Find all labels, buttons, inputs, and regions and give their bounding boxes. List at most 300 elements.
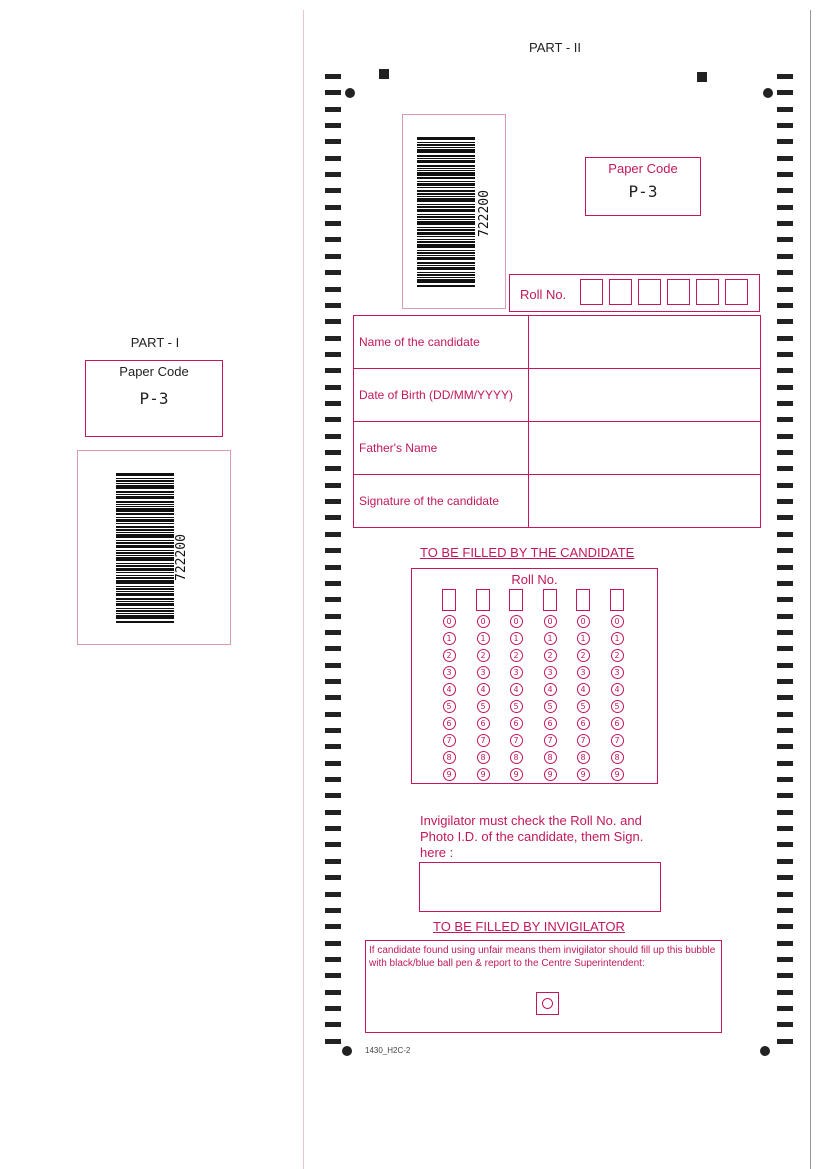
timing-mark: [777, 368, 793, 373]
timing-mark: [777, 1006, 793, 1011]
barcode-bar: [417, 209, 475, 212]
barcode-bar: [417, 149, 475, 153]
timing-mark: [325, 270, 341, 275]
roll-bubble-grid: [411, 568, 658, 784]
barcode-bar: [417, 144, 475, 146]
timing-mark: [325, 548, 341, 553]
barcode-bar: [417, 142, 475, 143]
table-row: [354, 475, 761, 528]
timing-mark: [777, 614, 793, 619]
digit-bubble[interactable]: 0: [477, 615, 490, 628]
digit-bubble[interactable]: 3: [577, 666, 590, 679]
timing-mark: [777, 973, 793, 978]
digit-bubble[interactable]: 9: [443, 768, 456, 781]
timing-mark: [777, 695, 793, 700]
barcode-bar: [116, 473, 174, 476]
digit-bubble[interactable]: 4: [577, 683, 590, 696]
part1-barcode: [116, 473, 174, 625]
barcode-bar: [417, 285, 475, 287]
barcode-bar: [417, 198, 475, 202]
timing-mark: [777, 941, 793, 946]
barcode-bar: [116, 519, 174, 522]
part2-barcode-box: [402, 114, 506, 309]
roll-digit-box[interactable]: [725, 279, 748, 305]
barcode-bar: [417, 265, 475, 266]
digit-write-box[interactable]: [442, 589, 456, 611]
invigilator-signature-field[interactable]: [419, 862, 661, 912]
part2-barcode: [417, 137, 475, 289]
timing-mark: [777, 107, 793, 112]
digit-bubble[interactable]: 4: [443, 683, 456, 696]
barcode-bar: [417, 168, 475, 169]
digit-bubble[interactable]: 7: [577, 734, 590, 747]
digit-bubble[interactable]: 4: [477, 683, 490, 696]
date-of-birth-field[interactable]: [529, 369, 761, 422]
timing-mark: [777, 859, 793, 864]
timing-mark: [325, 793, 341, 798]
timing-mark: [325, 679, 341, 684]
barcode-bar: [116, 565, 174, 567]
barcode-bar: [116, 557, 174, 561]
timing-mark: [777, 417, 793, 422]
fathers-name-field[interactable]: [529, 422, 761, 475]
barcode-bar: [116, 586, 174, 587]
timing-mark: [325, 957, 341, 962]
timing-mark: [777, 221, 793, 226]
timing-mark: [325, 875, 341, 880]
barcode-bar: [417, 187, 475, 188]
barcode-bar: [116, 545, 174, 548]
digit-bubble[interactable]: 1: [577, 632, 590, 645]
digit-bubble[interactable]: 3: [443, 666, 456, 679]
digit-bubble[interactable]: 9: [544, 768, 557, 781]
barcode-bar: [417, 262, 475, 264]
digit-bubble[interactable]: 5: [577, 700, 590, 713]
digit-column: [538, 589, 562, 785]
barcode-bar: [417, 181, 475, 182]
barcode-bar: [417, 172, 475, 176]
barcode-bar: [417, 196, 475, 197]
barcode-bar: [116, 532, 174, 533]
digit-bubble[interactable]: 1: [611, 632, 624, 645]
digit-bubble[interactable]: 0: [611, 615, 624, 628]
digit-bubble[interactable]: 5: [611, 700, 624, 713]
table-row: [354, 369, 761, 422]
digit-column: [437, 589, 461, 785]
timing-mark: [777, 450, 793, 455]
digit-bubble[interactable]: 4: [510, 683, 523, 696]
timing-mark: [777, 90, 793, 95]
digit-bubble[interactable]: 6: [611, 717, 624, 730]
digit-bubble[interactable]: 4: [611, 683, 624, 696]
candidate-name-field[interactable]: [529, 316, 761, 369]
timing-mark: [325, 368, 341, 373]
timing-mark: [325, 924, 341, 929]
digit-bubble[interactable]: 8: [544, 751, 557, 764]
digit-bubble[interactable]: 1: [443, 632, 456, 645]
timing-mark: [325, 826, 341, 831]
grid-roll-label: Roll No.: [511, 572, 558, 587]
timing-mark: [325, 630, 341, 635]
timing-mark: [325, 205, 341, 210]
timing-mark: [325, 90, 341, 95]
barcode-bar: [116, 588, 174, 590]
digit-bubble[interactable]: 1: [544, 632, 557, 645]
timing-mark: [325, 352, 341, 357]
timing-mark: [325, 466, 341, 471]
barcode-bar: [116, 621, 174, 623]
part1-barcode-number: 722200: [174, 534, 189, 581]
timing-mark: [777, 156, 793, 161]
barcode-bar: [116, 593, 174, 596]
timing-mark: [777, 908, 793, 913]
digit-bubble[interactable]: 5: [443, 700, 456, 713]
timing-mark: [777, 287, 793, 292]
timing-mark: [325, 614, 341, 619]
timing-mark: [777, 663, 793, 668]
signature-field[interactable]: [529, 475, 761, 528]
barcode-bar: [417, 193, 475, 195]
digit-bubble[interactable]: 7: [443, 734, 456, 747]
timing-mark: [777, 679, 793, 684]
digit-bubble[interactable]: 2: [577, 649, 590, 662]
digit-column: [605, 589, 629, 785]
barcode-bar: [417, 227, 475, 228]
registration-dot: [342, 1046, 352, 1056]
digit-bubble[interactable]: 7: [510, 734, 523, 747]
roll-number-row: [509, 274, 760, 312]
barcode-bar: [116, 572, 174, 573]
digit-bubble[interactable]: 6: [577, 717, 590, 730]
digit-bubble[interactable]: 6: [477, 717, 490, 730]
digit-bubble[interactable]: 3: [510, 666, 523, 679]
barcode-bar: [417, 170, 475, 171]
timing-mark: [325, 188, 341, 193]
sheet-edge: [810, 10, 811, 1169]
timing-mark: [777, 205, 793, 210]
digit-bubble[interactable]: 2: [611, 649, 624, 662]
digit-bubble[interactable]: 7: [477, 734, 490, 747]
barcode-bar: [417, 160, 475, 163]
barcode-bar: [116, 563, 174, 564]
field-label: Father's Name: [354, 422, 529, 475]
barcode-bar: [417, 272, 475, 273]
timing-mark: [777, 483, 793, 488]
barcode-bar: [417, 206, 475, 208]
part1-title: PART - I: [130, 335, 180, 350]
part2-paper-code-box: [585, 157, 701, 216]
timing-mark: [777, 385, 793, 390]
timing-mark: [777, 892, 793, 897]
barcode-bar: [417, 158, 475, 159]
digit-column: [471, 589, 495, 785]
digit-bubble[interactable]: 2: [510, 649, 523, 662]
digit-column: [504, 589, 528, 785]
digit-bubble[interactable]: 0: [577, 615, 590, 628]
digit-bubble[interactable]: 6: [544, 717, 557, 730]
timing-mark: [325, 646, 341, 651]
digit-bubble[interactable]: 7: [544, 734, 557, 747]
barcode-bar: [116, 517, 174, 518]
timing-mark: [777, 548, 793, 553]
barcode-bar: [417, 255, 475, 256]
timing-mark: [325, 401, 341, 406]
part1-barcode-box: [77, 450, 231, 645]
timing-mark: [325, 892, 341, 897]
timing-mark: [325, 761, 341, 766]
table-row: [354, 316, 761, 369]
barcode-bar: [417, 165, 475, 167]
barcode-bar: [116, 542, 174, 544]
barcode-bar: [116, 577, 174, 579]
barcode-bar: [116, 534, 174, 538]
barcode-bar: [417, 252, 475, 254]
timing-mark: [325, 483, 341, 488]
timing-mark: [777, 826, 793, 831]
barcode-bar: [417, 267, 475, 270]
barcode-bar: [116, 601, 174, 602]
digit-write-box[interactable]: [509, 589, 523, 611]
timing-mark: [777, 630, 793, 635]
digit-bubble[interactable]: 6: [443, 717, 456, 730]
barcode-bar: [116, 615, 174, 619]
timing-mark: [325, 385, 341, 390]
timing-mark: [777, 123, 793, 128]
timing-mark: [777, 1039, 793, 1044]
table-row: [354, 422, 761, 475]
barcode-bar: [116, 540, 174, 541]
timing-mark: [325, 990, 341, 995]
barcode-bar: [417, 250, 475, 251]
timing-mark: [325, 1022, 341, 1027]
timing-mark: [777, 434, 793, 439]
timing-mark: [325, 319, 341, 324]
barcode-bar: [417, 137, 475, 140]
timing-mark: [777, 270, 793, 275]
timing-mark: [777, 74, 793, 79]
digit-write-box[interactable]: [610, 589, 624, 611]
unfair-means-bubble-frame: [536, 992, 559, 1015]
digit-bubble[interactable]: 2: [477, 649, 490, 662]
digit-bubble[interactable]: 3: [611, 666, 624, 679]
digit-bubble[interactable]: 8: [611, 751, 624, 764]
timing-mark: [325, 107, 341, 112]
part1-paper-code-box: [85, 360, 223, 437]
timing-mark: [325, 156, 341, 161]
roll-digit-box[interactable]: [667, 279, 690, 305]
part2-barcode-number: 722200: [477, 190, 492, 237]
barcode-bar: [116, 480, 174, 482]
timing-mark: [777, 532, 793, 537]
timing-mark: [325, 842, 341, 847]
barcode-bar: [116, 478, 174, 479]
barcode-bar: [116, 575, 174, 576]
roll-digit-box[interactable]: [696, 279, 719, 305]
timing-mark: [325, 499, 341, 504]
barcode-bar: [116, 526, 174, 528]
timing-mark: [777, 990, 793, 995]
timing-mark: [325, 254, 341, 259]
digit-write-box[interactable]: [576, 589, 590, 611]
digit-bubble[interactable]: 4: [544, 683, 557, 696]
timing-mark: [325, 303, 341, 308]
timing-mark: [777, 1022, 793, 1027]
registration-mark: [697, 72, 707, 82]
part2-paper-code-label: Paper Code: [608, 161, 678, 176]
timing-mark: [325, 565, 341, 570]
digit-bubble[interactable]: 6: [510, 717, 523, 730]
digit-bubble[interactable]: 0: [544, 615, 557, 628]
timing-mark: [325, 744, 341, 749]
barcode-bar: [417, 257, 475, 260]
digit-bubble[interactable]: 5: [544, 700, 557, 713]
barcode-bar: [417, 216, 475, 218]
invigilator-section-heading: TO BE FILLED BY INVIGILATOR: [433, 919, 625, 934]
timing-mark: [777, 761, 793, 766]
barcode-bar: [116, 603, 174, 606]
barcode-bar: [116, 555, 174, 556]
digit-bubble[interactable]: 2: [443, 649, 456, 662]
digit-bubble[interactable]: 3: [544, 666, 557, 679]
timing-mark: [777, 401, 793, 406]
registration-dot: [345, 88, 355, 98]
timing-mark: [325, 434, 341, 439]
digit-bubble[interactable]: 5: [510, 700, 523, 713]
timing-mark: [325, 728, 341, 733]
digit-bubble[interactable]: 7: [611, 734, 624, 747]
digit-bubble[interactable]: 8: [443, 751, 456, 764]
barcode-bar: [417, 177, 475, 179]
part1-paper-code-label: Paper Code: [119, 364, 189, 379]
digit-bubble[interactable]: 9: [577, 768, 590, 781]
barcode-bar: [116, 613, 174, 614]
digit-write-box[interactable]: [476, 589, 490, 611]
barcode-bar: [116, 496, 174, 499]
digit-bubble[interactable]: 8: [477, 751, 490, 764]
barcode-bar: [116, 523, 174, 524]
digit-bubble[interactable]: 3: [477, 666, 490, 679]
barcode-bar: [417, 279, 475, 283]
timing-mark: [777, 499, 793, 504]
timing-mark: [325, 237, 341, 242]
timing-mark: [777, 303, 793, 308]
barcode-bar: [417, 183, 475, 186]
timing-mark: [777, 728, 793, 733]
timing-mark: [325, 859, 341, 864]
unfair-means-bubble[interactable]: [542, 998, 553, 1009]
footer-code: 1430_H2C-2: [365, 1046, 411, 1055]
timing-mark: [325, 532, 341, 537]
roll-digit-box[interactable]: [638, 279, 661, 305]
unfair-means-note: If candidate found using unfair means them invigilator should fill up this bubble with black/blue ball pen & report to the Centre Superintendent:: [369, 945, 716, 969]
timing-mark: [777, 957, 793, 962]
timing-mark: [325, 1006, 341, 1011]
barcode-bar: [116, 494, 174, 495]
timing-mark: [777, 188, 793, 193]
timing-mark: [325, 695, 341, 700]
part1-paper-code-value: P-3: [139, 389, 169, 408]
barcode-bar: [116, 485, 174, 489]
digit-bubble[interactable]: 9: [611, 768, 624, 781]
registration-dot: [763, 88, 773, 98]
barcode-bar: [417, 147, 475, 148]
digit-bubble[interactable]: 8: [577, 751, 590, 764]
barcode-bar: [417, 155, 475, 157]
barcode-bar: [417, 277, 475, 278]
timing-mark: [777, 336, 793, 341]
digit-write-box[interactable]: [543, 589, 557, 611]
unfair-means-box: [365, 940, 722, 1033]
invigilator-note: Invigilator must check the Roll No. and Photo I.D. of the candidate, them Sign. here :: [420, 813, 644, 860]
timing-mark: [325, 287, 341, 292]
timing-mark: [777, 646, 793, 651]
timing-mark: [777, 842, 793, 847]
barcode-bar: [116, 508, 174, 512]
digit-bubble[interactable]: 5: [477, 700, 490, 713]
barcode-bar: [116, 608, 174, 609]
barcode-bar: [116, 550, 174, 551]
field-label: Name of the candidate: [354, 316, 529, 369]
timing-mark: [325, 663, 341, 668]
digit-bubble[interactable]: 9: [477, 768, 490, 781]
timing-mark: [777, 793, 793, 798]
timing-mark: [777, 810, 793, 815]
barcode-bar: [116, 513, 174, 515]
timing-mark: [777, 597, 793, 602]
barcode-bar: [417, 221, 475, 225]
barcode-bar: [417, 219, 475, 220]
digit-bubble[interactable]: 1: [510, 632, 523, 645]
part2-paper-code-value: P-3: [628, 182, 658, 201]
timing-mark: [325, 597, 341, 602]
timing-mark: [325, 139, 341, 144]
digit-column: [571, 589, 595, 785]
barcode-bar: [417, 204, 475, 205]
timing-mark: [777, 352, 793, 357]
barcode-bar: [417, 239, 475, 240]
timing-mark: [325, 1039, 341, 1044]
barcode-bar: [116, 491, 174, 493]
timing-mark: [325, 74, 341, 79]
timing-mark: [777, 237, 793, 242]
timing-mark: [325, 941, 341, 946]
timing-mark: [325, 336, 341, 341]
digit-bubble[interactable]: 0: [443, 615, 456, 628]
timing-mark: [325, 712, 341, 717]
digit-bubble[interactable]: 9: [510, 768, 523, 781]
barcode-bar: [417, 229, 475, 231]
roll-digit-box[interactable]: [609, 279, 632, 305]
field-label: Date of Birth (DD/MM/YYYY): [354, 369, 529, 422]
digit-bubble[interactable]: 2: [544, 649, 557, 662]
barcode-bar: [417, 241, 475, 243]
timing-mark: [325, 221, 341, 226]
digit-bubble[interactable]: 8: [510, 751, 523, 764]
timing-mark: [777, 712, 793, 717]
digit-bubble[interactable]: 0: [510, 615, 523, 628]
barcode-bar: [116, 568, 174, 571]
timing-mark: [777, 744, 793, 749]
timing-mark: [777, 581, 793, 586]
timing-mark: [777, 466, 793, 471]
barcode-bar: [116, 580, 174, 584]
digit-bubble[interactable]: 1: [477, 632, 490, 645]
timing-mark: [777, 515, 793, 520]
roll-digit-box[interactable]: [580, 279, 603, 305]
candidate-info-table: [353, 315, 761, 528]
barcode-bar: [116, 504, 174, 505]
timing-mark: [325, 417, 341, 422]
